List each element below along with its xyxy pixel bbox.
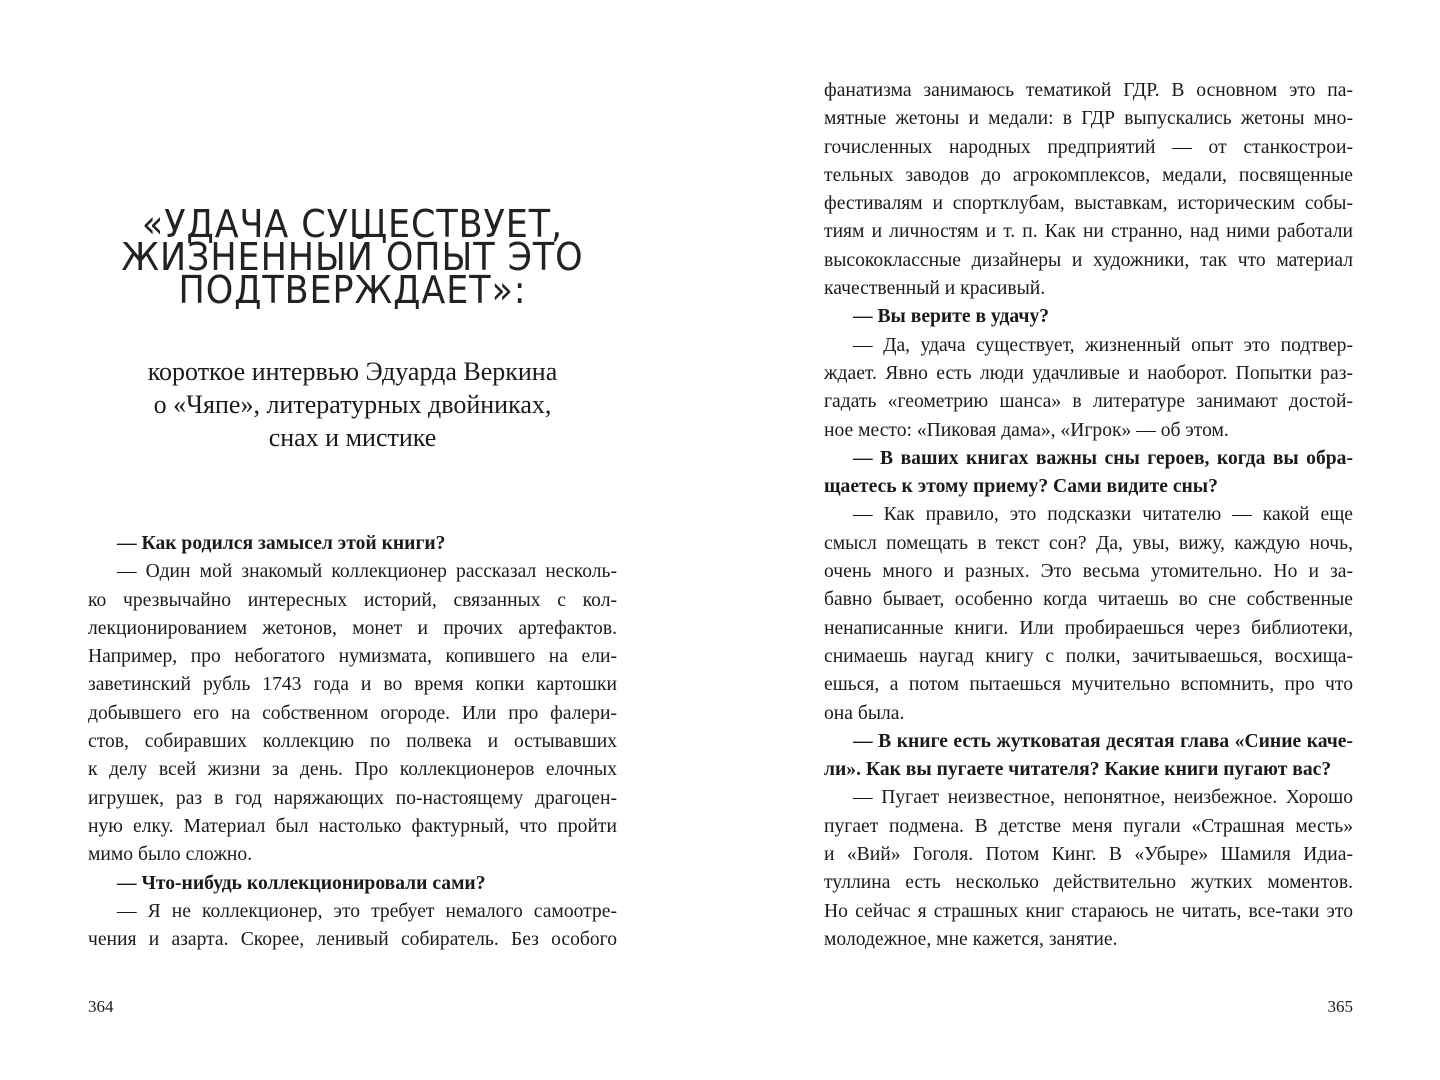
- right-page-body: [824, 77, 1353, 954]
- text-line: гадать «геометрию шанса» в литературе занимают достой-: [824, 391, 1353, 413]
- question-line: — Что-нибудь коллекционировали сами?: [117, 872, 486, 894]
- text-line: фестивалям и спортклубам, выставкам, историческим собы-: [824, 193, 1353, 215]
- text-line: Например, про небогатого нумизмата, копившего на ели-: [88, 646, 617, 668]
- text-line: — Я не коллекционер, это требует немалого самоотре-: [117, 900, 617, 922]
- text-line: мимо было сложно.: [88, 844, 253, 866]
- text-line: ненаписанные книги. Или пробираешься через библиотеки,: [824, 617, 1353, 639]
- text-line: ко чрезвычайно интересных историй, связанных с кол-: [88, 589, 617, 611]
- text-line: ешься, а потом пытаешься мучительно вспомнить, про что: [824, 674, 1353, 696]
- subtitle-line: короткое интервью Эдуарда Веркина: [147, 357, 558, 386]
- text-line: — Как правило, это подсказки читателю — какой еще: [853, 504, 1353, 526]
- text-line: и «Вий» Гоголя. Потом Кинг. В «Убыре» Шамиля Идиа-: [824, 844, 1353, 866]
- text-line: к делу всей жизни за день. Про коллекционеров елочных: [88, 759, 617, 781]
- text-line: пугает подмена. В детстве меня пугали «Страшная месть»: [824, 815, 1353, 837]
- page-number-right: 365: [1327, 997, 1353, 1016]
- text-line: ное место: «Пиковая дама», «Игрок» — об этом.: [824, 419, 1229, 441]
- text-line: — Пугает неизвестное, непонятное, неизбежное. Хорошо: [853, 787, 1353, 809]
- chapter-subtitle: [60, 355, 645, 454]
- text-line: очень много и разных. Это весьма утомительно. Но и за-: [824, 561, 1353, 583]
- text-line: добывшего его на собственном огороде. Или про фалери-: [88, 702, 617, 724]
- text-line: мятные жетоны и медали: в ГДР выпускались жетоны мно-: [824, 108, 1353, 130]
- text-line: стов, собиравших коллекцию по полвека и остывавших: [88, 731, 617, 753]
- question-line: ли». Как вы пугаете читателя? Какие книги пугают вас?: [824, 759, 1332, 781]
- text-line: гочисленных народных предприятий — от станкострои-: [824, 136, 1353, 158]
- text-line: — Один мой знакомый коллекционер рассказал несколь-: [117, 561, 617, 583]
- text-line: смысл помещать в текст сон? Да, увы, вижу, каждую ночь,: [824, 532, 1353, 554]
- text-line: тиям и личностям и т. п. Как ни странно, над ними работали: [824, 221, 1353, 243]
- question-line: — В книге есть жутковатая десятая глава «Синие каче-: [853, 730, 1353, 752]
- text-line: она была.: [824, 702, 905, 724]
- subtitle-line: о «Чяпе», литературных двойниках,: [153, 390, 552, 419]
- text-line: высококлассные дизайнеры и художники, так что материал: [824, 249, 1353, 271]
- text-line: тельных заводов до агрокомплексов, медали, посвященные: [824, 164, 1353, 186]
- text-line: снимаешь наугад книгу с полки, зачитываешься, восхища-: [824, 645, 1353, 667]
- text-line: ждает. Явно есть люди удачливые и наоборот. Попытки раз-: [824, 362, 1353, 384]
- text-line: чения и азарта. Скорее, ленивый собиратель. Без особого: [88, 929, 617, 951]
- text-line: игрушек, раз в год наряжающих по-настоящему драгоцен-: [88, 787, 617, 809]
- text-line: ную елку. Материал был настолько фактурный, что пройти: [88, 815, 617, 837]
- text-line: фанатизма занимаюсь тематикой ГДР. В основном это па-: [824, 80, 1353, 101]
- page-number-left: 364: [88, 997, 114, 1016]
- text-line: Но сейчас я страшных книг стараюсь не читать, все-таки это: [824, 900, 1353, 922]
- question-line: — Как родился замысел этой книги?: [117, 533, 446, 554]
- subtitle-line: снах и мистике: [268, 423, 437, 452]
- text-line: качественный и красивый.: [824, 278, 1046, 300]
- title-line: «УДАЧА СУЩЕСТВУЕТ,: [141, 202, 564, 246]
- question-line: — Вы верите в удачу?: [853, 306, 1050, 328]
- text-line: — Да, удача существует, жизненный опыт это подтвер-: [853, 334, 1353, 356]
- title-line: ПОДТВЕРЖДАЕТ»:: [178, 268, 527, 312]
- text-line: лекционированием жетонов, монет и прочих артефактов.: [88, 617, 617, 639]
- chapter-title: [83, 202, 621, 312]
- text-line: бавно бывает, особенно когда читаешь во сне собственные: [824, 589, 1353, 611]
- left-page-body: [88, 530, 617, 954]
- question-line: щаетесь к этому приему? Сами видите сны?: [824, 476, 1218, 498]
- text-line: туллина есть несколько действительно жутких моментов.: [824, 872, 1353, 894]
- title-line: ЖИЗНЕННЫЙ ОПЫТ ЭТО: [121, 235, 584, 279]
- text-line: молодежное, мне кажется, занятие.: [824, 928, 1118, 950]
- text-line: заветинский рубль 1743 года и во время копки картошки: [88, 674, 617, 696]
- question-line: — В ваших книгах важны сны героев, когда вы обра-: [853, 447, 1353, 469]
